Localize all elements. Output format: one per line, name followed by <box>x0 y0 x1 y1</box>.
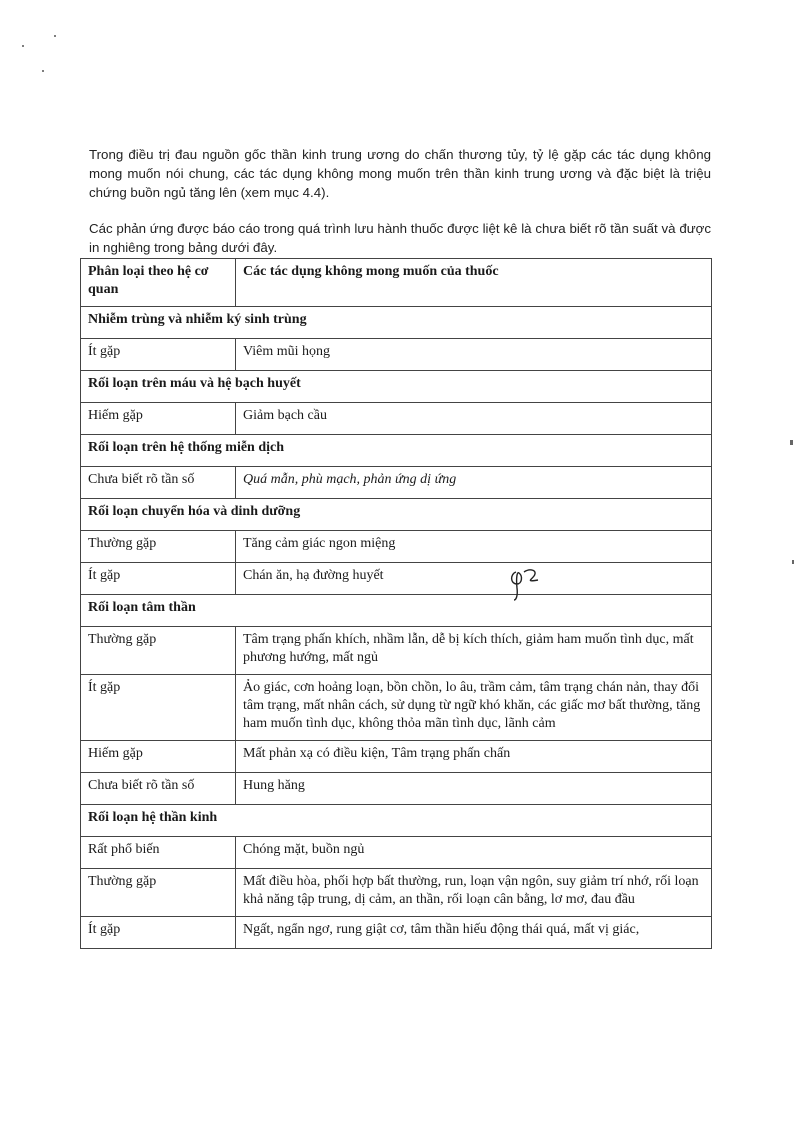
header-adverse-effects: Các tác dụng không mong muốn của thuốc <box>236 259 712 307</box>
scan-edge-mark <box>790 440 793 445</box>
frequency-cell: Chưa biết rõ tần số <box>81 773 236 805</box>
frequency-cell: Ít gặp <box>81 339 236 371</box>
frequency-cell: Thường gặp <box>81 627 236 675</box>
paragraph-postmarketing-note: Các phản ứng được báo cáo trong quá trình lưu hành thuốc được liệt kê là chưa biết rõ tần suất và được in nghiêng trong bảng dưới đây. <box>89 221 711 255</box>
table-row <box>81 773 712 805</box>
effects-cell: Chóng mặt, buồn ngủ <box>236 837 712 869</box>
header-organ-class: Phân loại theo hệ cơ quan <box>81 259 236 307</box>
table-row <box>81 917 712 949</box>
frequency-cell: Hiếm gặp <box>81 403 236 435</box>
effects-cell: Tăng cảm giác ngon miệng <box>236 531 712 563</box>
organ-class-heading: Rối loạn tâm thần <box>81 595 712 627</box>
effects-cell: Tâm trạng phấn khích, nhầm lẫn, dễ bị kích thích, giảm ham muốn tình dục, mất phương hướng, mất ngủ <box>236 627 712 675</box>
handwritten-initials <box>508 566 548 602</box>
effects-cell: Mất điều hòa, phối hợp bất thường, run, loạn vận ngôn, suy giảm trí nhớ, rối loạn khả năng tập trung, dị cảm, an thần, rối loạn cân bằng, lơ mơ, đau đầu <box>236 869 712 917</box>
scan-speck <box>42 70 44 72</box>
scan-speck <box>54 35 56 37</box>
adverse-effects-table <box>80 258 712 949</box>
organ-class-heading: Nhiễm trùng và nhiễm ký sinh trùng <box>81 307 712 339</box>
table-row <box>81 339 712 371</box>
table-row <box>81 467 712 499</box>
table-group-row <box>81 805 712 837</box>
table-row <box>81 741 712 773</box>
effects-cell: Quá mẫn, phù mạch, phản ứng dị ứng <box>236 467 712 499</box>
organ-class-heading: Rối loạn trên hệ thống miễn dịch <box>81 435 712 467</box>
table-row <box>81 531 712 563</box>
table-group-row <box>81 595 712 627</box>
frequency-cell: Thường gặp <box>81 531 236 563</box>
frequency-cell: Ít gặp <box>81 917 236 949</box>
effects-cell: Chán ăn, hạ đường huyết <box>236 563 712 595</box>
effects-cell: Ngất, ngẩn ngơ, rung giật cơ, tâm thần hiếu động thái quá, mất vị giác, <box>236 917 712 949</box>
table-row <box>81 675 712 741</box>
frequency-cell: Rất phổ biến <box>81 837 236 869</box>
table-group-row <box>81 435 712 467</box>
table-row <box>81 627 712 675</box>
organ-class-heading: Rối loạn trên máu và hệ bạch huyết <box>81 371 712 403</box>
effects-cell: Hung hăng <box>236 773 712 805</box>
organ-class-heading: Rối loạn hệ thần kinh <box>81 805 712 837</box>
scan-edge-mark <box>792 560 794 564</box>
frequency-cell: Hiếm gặp <box>81 741 236 773</box>
table-row <box>81 837 712 869</box>
table-row <box>81 869 712 917</box>
organ-class-heading: Rối loạn chuyển hóa và dinh dưỡng <box>81 499 712 531</box>
effects-cell: Viêm mũi họng <box>236 339 712 371</box>
table-group-row <box>81 499 712 531</box>
frequency-cell: Ít gặp <box>81 675 236 741</box>
frequency-cell: Thường gặp <box>81 869 236 917</box>
effects-cell: Mất phản xạ có điều kiện, Tâm trạng phấn chấn <box>236 741 712 773</box>
table-group-row <box>81 307 712 339</box>
frequency-cell: Chưa biết rõ tần số <box>81 467 236 499</box>
scan-speck <box>22 45 24 47</box>
table-row <box>81 563 712 595</box>
table-row <box>81 403 712 435</box>
paragraph-spinal-injury-note: Trong điều trị đau nguồn gốc thần kinh trung ương do chấn thương tủy, tỷ lệ gặp các tác dụng không mong muốn nói chung, các tác dụng không mong muốn trên thần kinh trung ương và đặc biệt là triệu chứng buồn ngủ tăng lên (xem mục 4.4). <box>89 147 711 200</box>
table-group-row <box>81 371 712 403</box>
frequency-cell: Ít gặp <box>81 563 236 595</box>
effects-cell: Ảo giác, cơn hoảng loạn, bồn chồn, lo âu, trầm cảm, tâm trạng chán nản, thay đổi tâm trạng, mất nhân cách, sử dụng từ ngữ khó khăn, các giấc mơ bất thường, tăng ham muốn tình dục, không thỏa mãn tình dục, lãnh cảm <box>236 675 712 741</box>
table-header-row <box>81 259 712 307</box>
effects-cell: Giảm bạch cầu <box>236 403 712 435</box>
